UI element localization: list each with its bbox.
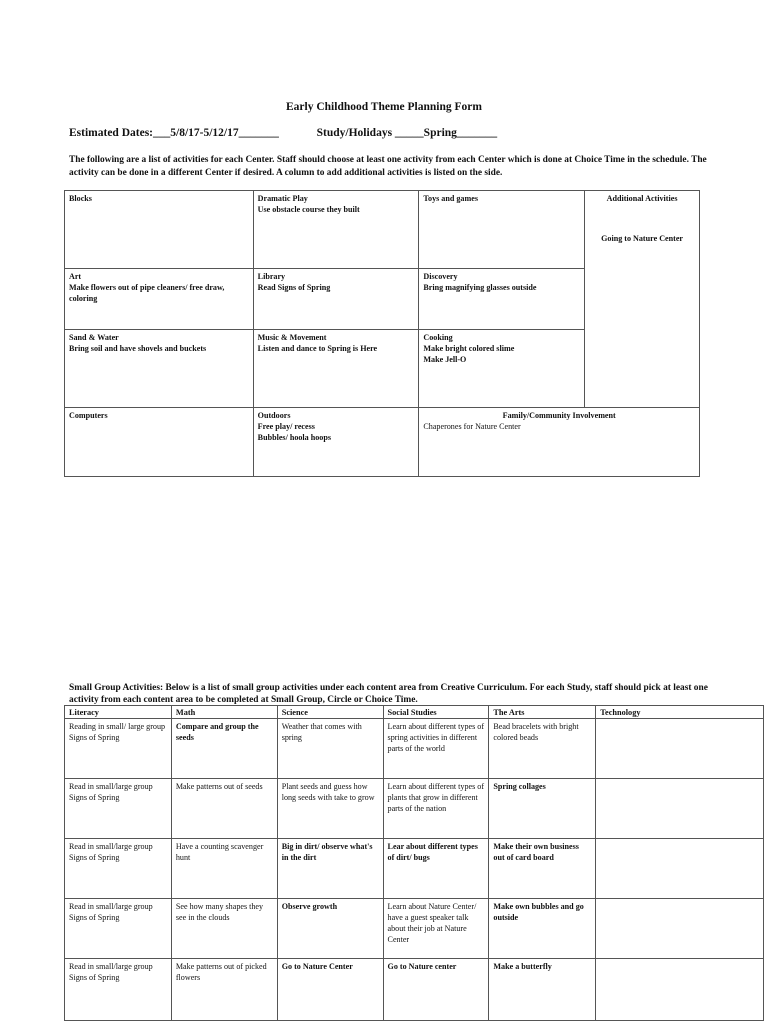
center-discovery: Discovery Bring magnifying glasses outside xyxy=(419,269,585,330)
cell-literacy: Reading in small/ large group Signs of Spring xyxy=(65,719,172,779)
small-group-table xyxy=(64,705,764,1021)
cell-math: Make patterns out of seeds xyxy=(171,779,277,839)
cell-arts: Make own bubbles and go outside xyxy=(489,899,596,959)
form-title: Early Childhood Theme Planning Form xyxy=(286,101,482,113)
header-literacy: Literacy xyxy=(65,706,172,719)
cell-science: Plant seeds and guess how long seeds with take to grow xyxy=(277,779,383,839)
cell-arts: Spring collages xyxy=(489,779,596,839)
cell-arts: Make their own business out of card board xyxy=(489,839,596,899)
center-sand-water: Sand & Water Bring soil and have shovels and buckets xyxy=(65,330,254,408)
cell-math: Compare and group the seeds xyxy=(171,719,277,779)
cell-social-studies: Lear about different types of dirt/ bugs xyxy=(383,839,489,899)
center-computers: Computers xyxy=(65,408,254,477)
cell-science: Go to Nature Center xyxy=(277,959,383,1021)
center-family: Family/Community Involvement Chaperones for Nature Center xyxy=(419,408,700,477)
dates-line xyxy=(69,127,497,139)
table-row xyxy=(65,719,764,779)
table-row xyxy=(65,959,764,1021)
center-toys: Toys and games xyxy=(419,191,585,269)
header-social-studies: Social Studies xyxy=(383,706,489,719)
header-science: Science xyxy=(277,706,383,719)
cell-math: See how many shapes they see in the clouds xyxy=(171,899,277,959)
study-label: Study/Holidays xyxy=(316,127,393,139)
cell-arts: Make a butterfly xyxy=(489,959,596,1021)
centers-table xyxy=(64,190,700,477)
table-row xyxy=(65,779,764,839)
center-dramatic: Dramatic Play Use obstacle course they built xyxy=(253,191,419,269)
cell-arts: Bead bracelets with bright colored beads xyxy=(489,719,596,779)
cell-math: Make patterns out of picked flowers xyxy=(171,959,277,1021)
cell-literacy: Read in small/large group Signs of Spring xyxy=(65,779,172,839)
cell-technology xyxy=(596,719,764,779)
cell-literacy: Read in small/large group Signs of Spring xyxy=(65,899,172,959)
cell-social-studies: Learn about different types of spring activities in different parts of the world xyxy=(383,719,489,779)
dates-label: Estimated Dates: xyxy=(69,127,153,139)
header-math: Math xyxy=(171,706,277,719)
center-blocks: Blocks xyxy=(65,191,254,269)
cell-math: Have a counting scavenger hunt xyxy=(171,839,277,899)
cell-social-studies: Learn about Nature Center/ have a guest speaker talk about their job at Nature Center xyxy=(383,899,489,959)
cell-literacy: Read in small/large group Signs of Spring xyxy=(65,959,172,1021)
study-value: _____Spring_______ xyxy=(394,127,498,139)
table-row xyxy=(65,899,764,959)
cell-technology xyxy=(596,959,764,1021)
intro-text: The following are a list of activities for each Center. Staff should choose at least one activity from each Center which is done at Choice Time in the schedule. The activity can be done in a different Center if desired. A column to add additional activities is listed on the side. xyxy=(69,155,707,178)
cell-literacy: Read in small/large group Signs of Spring xyxy=(65,839,172,899)
table-row xyxy=(65,839,764,899)
center-art: Art Make flowers out of pipe cleaners/ free draw, coloring xyxy=(65,269,254,330)
center-library: Library Read Signs of Spring xyxy=(253,269,419,330)
header-the-arts: The Arts xyxy=(489,706,596,719)
cell-technology xyxy=(596,899,764,959)
cell-technology xyxy=(596,839,764,899)
cell-science: Big in dirt/ observe what's in the dirt xyxy=(277,839,383,899)
cell-science: Weather that comes with spring xyxy=(277,719,383,779)
cell-technology xyxy=(596,779,764,839)
center-cooking: Cooking Make bright colored slime Make Jell-O xyxy=(419,330,585,408)
center-additional: Additional Activities Going to Nature Center xyxy=(585,191,700,408)
dates-value: ___5/8/17-5/12/17_______ xyxy=(153,127,279,139)
cell-science: Observe growth xyxy=(277,899,383,959)
cell-social-studies: Learn about different types of plants that grow in different parts of the nation xyxy=(383,779,489,839)
header-technology: Technology xyxy=(596,706,764,719)
small-group-intro: Small Group Activities: Below is a list of small group activities under each content area from Creative Curriculum. For each Study, staff should pick at least one activity from each content area to be completed at Small Group, Circle or Choice Time. xyxy=(69,683,708,705)
small-group-header-row xyxy=(65,706,764,719)
center-outdoors: Outdoors Free play/ recess Bubbles/ hoola hoops xyxy=(253,408,419,477)
center-music: Music & Movement Listen and dance to Spring is Here xyxy=(253,330,419,408)
cell-social-studies: Go to Nature center xyxy=(383,959,489,1021)
